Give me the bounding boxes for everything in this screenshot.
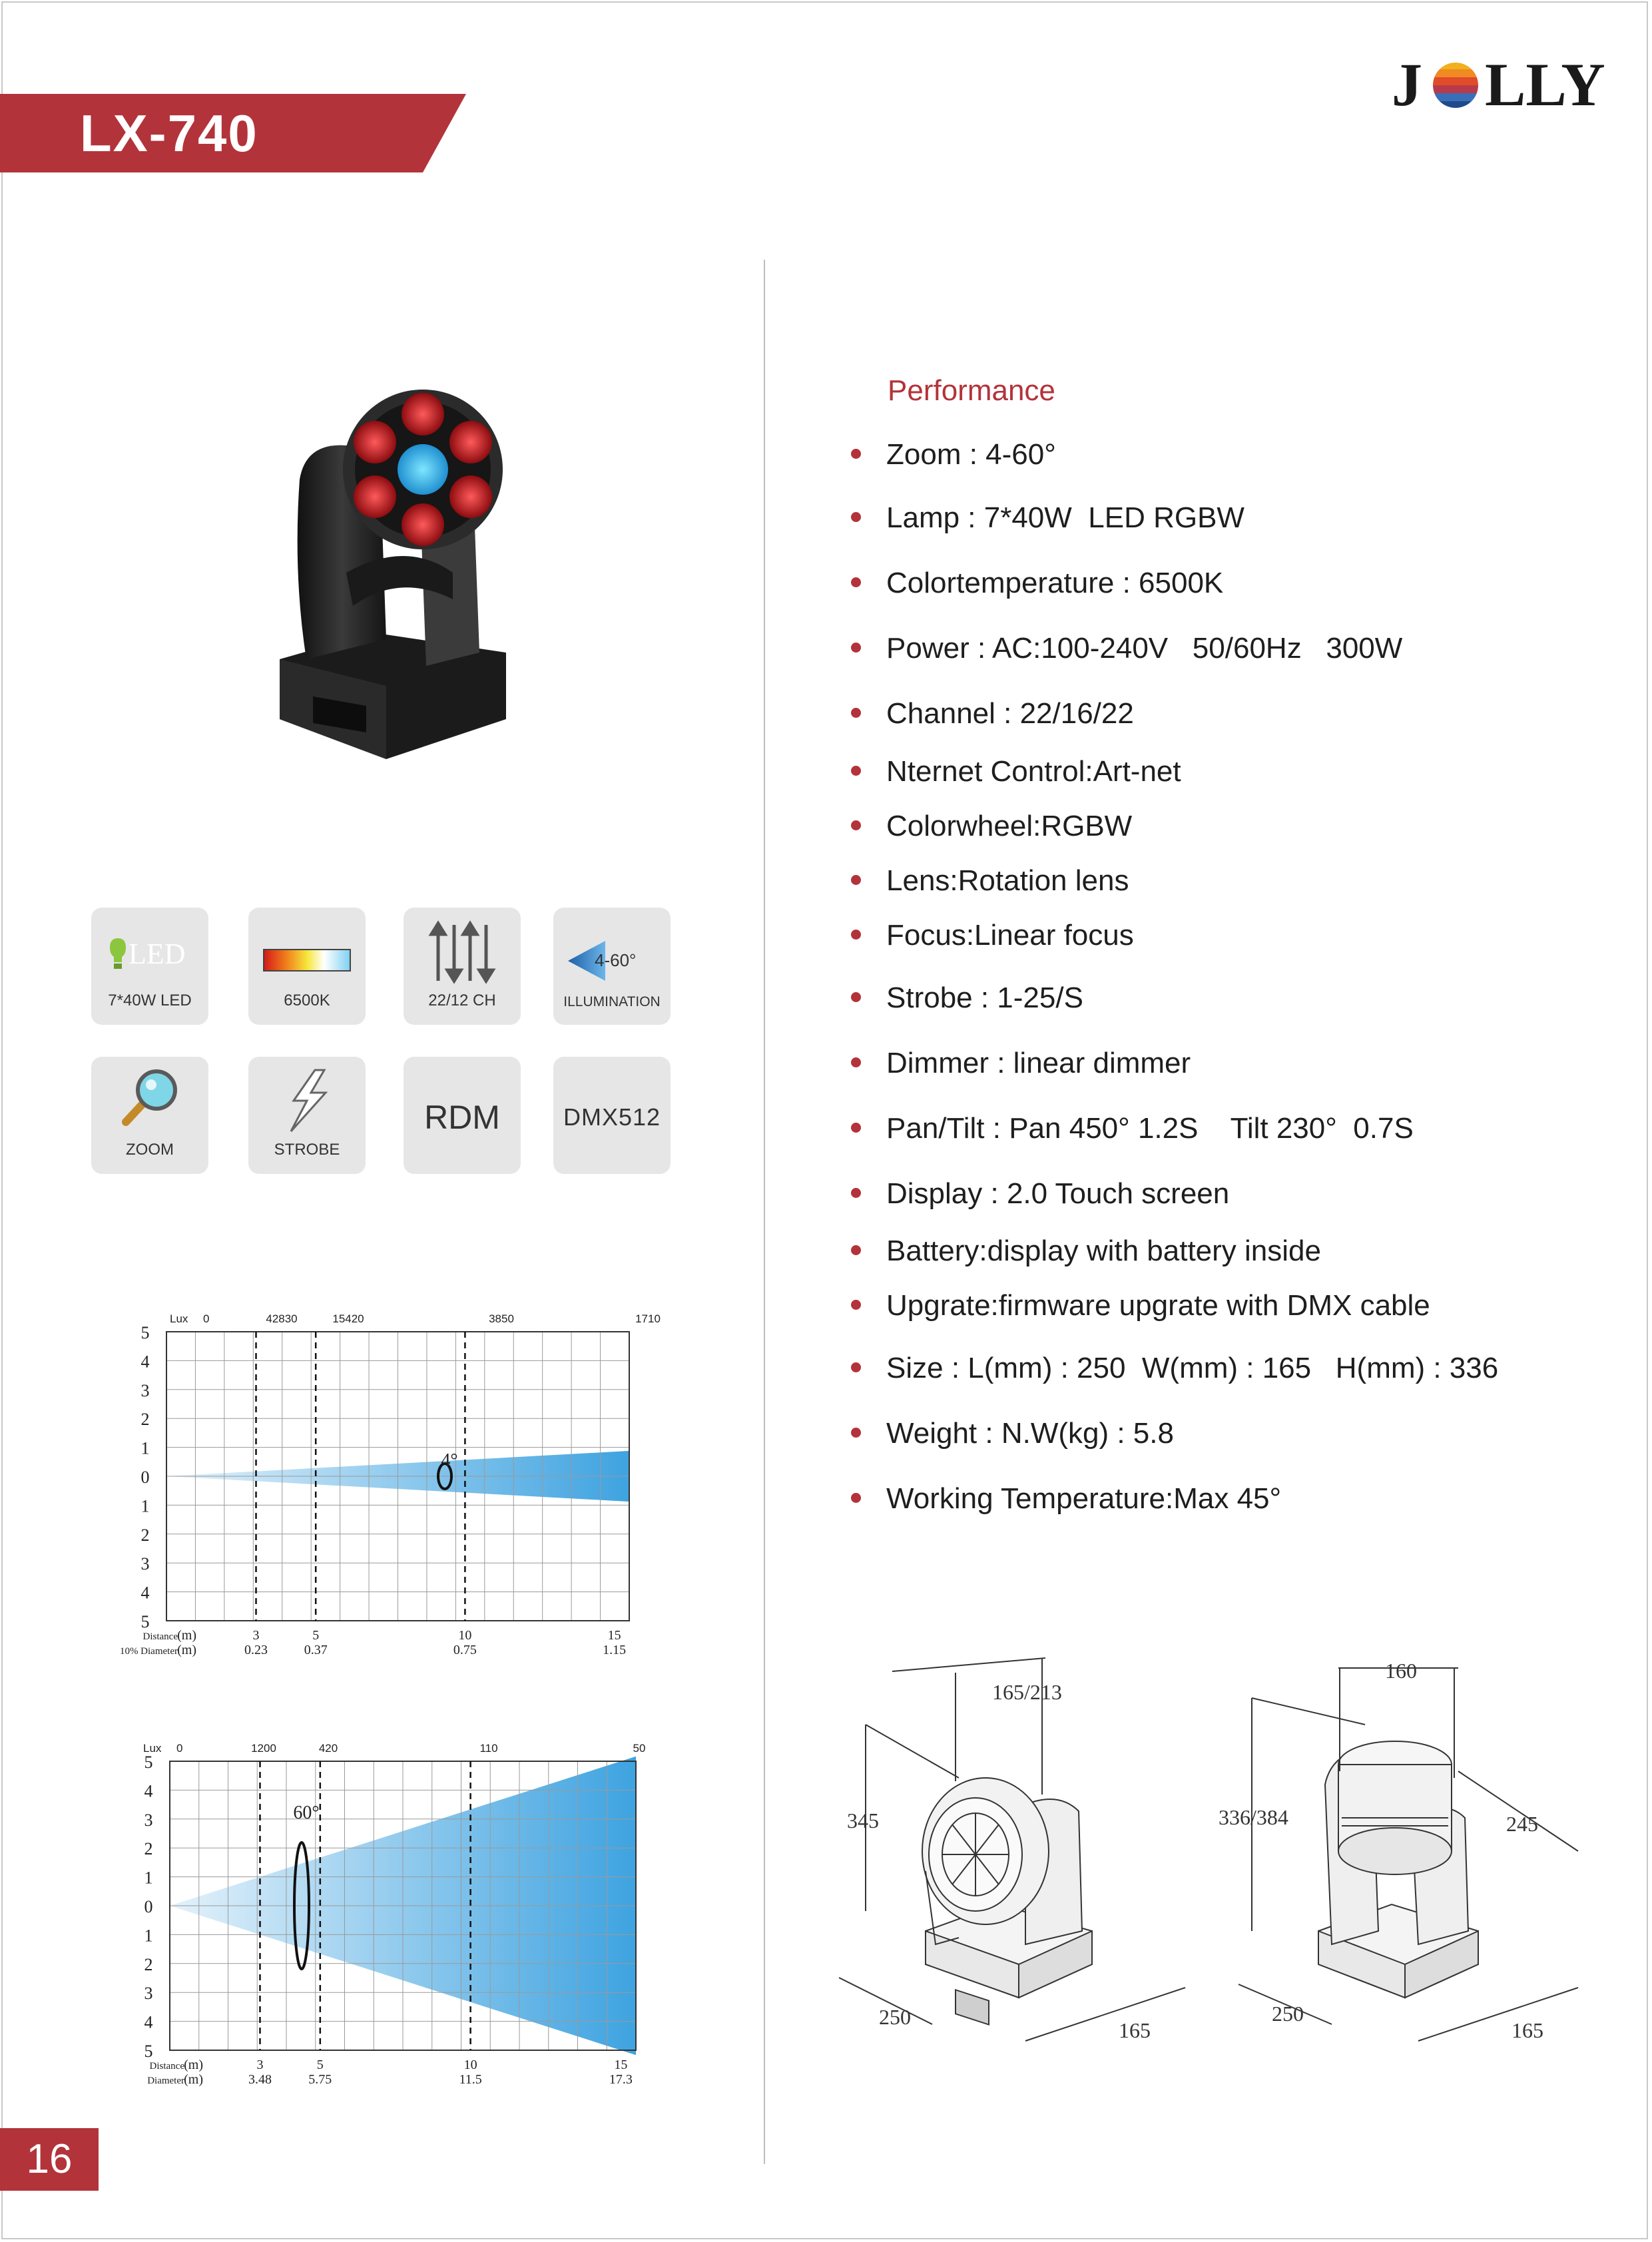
feature-led-label: 7*40W LED [108,991,192,1009]
spec-text: Weight : N.W(kg) : 5.8 [886,1417,1174,1450]
distance-tick-label: 3 [256,2058,264,2072]
y-tick-label: 5 [144,1753,153,1772]
y-tick-label: 1 [144,1926,153,1946]
bullet-icon [851,1057,861,1067]
spec-item [851,1415,1174,1452]
feature-color-temperature [248,908,366,1025]
spec-item [851,436,1056,473]
y-tick-label: 3 [144,1810,153,1830]
beam-chart-60deg [87,1731,673,2104]
y-tick-label: 3 [140,1380,150,1400]
spec-item [851,917,1134,954]
jolly-logo [1392,51,1605,119]
y-tick-label: 0 [140,1468,150,1487]
page-number: 16 [26,2136,73,2182]
distance-unit: (m) [177,1628,196,1643]
spec-item [851,1287,1430,1324]
spec-text: Lens:Rotation lens [886,864,1129,897]
feature-channels [404,908,521,1025]
y-tick-label: 3 [144,1984,153,2004]
feature-zoom-label: ZOOM [126,1141,174,1159]
diameter-tick-label: 17.3 [609,2072,633,2087]
column-divider [764,260,765,2164]
bullet-icon [851,643,861,653]
bullet-icon [851,1362,861,1372]
y-tick-label: 0 [144,1897,153,1916]
spec-item [851,695,1134,732]
spec-text: Battery:display with battery inside [886,1235,1321,1267]
feature-led [91,908,208,1025]
spec-text: Focus:Linear focus [886,919,1134,952]
front-width-top-label: 165/213 [992,1680,1062,1704]
feature-zoom [91,1057,208,1174]
y-tick-label: 5 [140,1612,150,1631]
feature-strobe [248,1057,366,1174]
feature-color-temperature-label: 6500K [284,991,330,1009]
bullet-icon [851,577,861,587]
spec-text: Lamp : 7*40W LED RGBW [886,501,1244,534]
spec-item [851,1110,1414,1147]
lux-tick-label: 1710 [635,1312,661,1325]
lux-zero-label: 0 [203,1312,210,1325]
beam-chart-4deg [87,1302,673,1661]
spec-text: Power : AC:100-240V 50/60Hz 300W [886,632,1403,665]
diameter-unit: (m) [184,2072,203,2087]
led-bulb-icon [106,934,199,974]
distance-tick-label: 3 [252,1628,260,1643]
spec-item [851,753,1181,790]
bullet-icon [851,875,861,885]
spec-item [851,565,1223,602]
bullet-icon [851,1493,861,1503]
svg-text:J: J [1392,51,1422,119]
lux-tick-label: 110 [479,1742,498,1755]
distance-tick-label: 5 [316,2058,324,2072]
feature-dmx512 [553,1057,671,1174]
diameter-tick-label: 3.48 [248,2072,272,2087]
spec-item [851,1480,1281,1518]
spec-item [851,499,1244,537]
diameter-tick-label: 0.37 [304,1643,328,1657]
distance-tick-label: 10 [463,2058,477,2072]
y-tick-label: 2 [140,1410,150,1430]
jolly-logo-mark [1392,51,1605,119]
distance-tick-label: 10 [458,1628,472,1643]
y-tick-label: 4 [140,1583,150,1603]
y-tick-label: 1 [140,1496,150,1516]
side-width-top-label: 160 [1385,1659,1417,1683]
bullet-icon [851,449,861,459]
bullet-icon [851,512,861,522]
bullet-icon [851,1428,861,1438]
lux-tick-label: 1200 [251,1742,276,1755]
feature-strobe-label: STROBE [274,1141,340,1159]
y-tick-label: 5 [140,1323,150,1342]
spec-text: Channel : 22/16/22 [886,697,1134,730]
diameter-label: Diameter [147,2076,184,2086]
feature-rdm-badge: RDM [424,1099,500,1136]
dimension-drawing-side [1219,1651,1591,2064]
spec-text: Working Temperature:Max 45° [886,1482,1282,1515]
bullet-icon [851,766,861,776]
side-length-label: 250 [1272,2002,1304,2026]
feature-illumination-label: ILLUMINATION [563,994,661,1009]
bullet-icon [851,1188,861,1198]
spec-text: Strobe : 1-25/S [886,981,1083,1014]
spec-text: Size : L(mm) : 250 W(mm) : 165 H(mm) : 336 [886,1352,1499,1384]
spec-item [851,1233,1321,1270]
model-title: LX-740 [80,104,258,162]
lux-label: Lux [170,1312,188,1325]
side-depth-label: 165 [1512,2018,1543,2042]
diameter-tick-label: 0.75 [453,1643,477,1657]
distance-tick-label: 15 [614,2058,628,2072]
bullet-icon [851,930,861,940]
lux-zero-label: 0 [176,1742,183,1755]
bullet-icon [851,1123,861,1133]
distance-tick-label: 15 [607,1628,621,1643]
diameter-tick-label: 0.23 [244,1643,268,1657]
side-height-label: 336/384 [1219,1805,1288,1829]
spec-item [851,862,1129,900]
spec-item [851,808,1132,845]
distance-label: Distance [149,2061,184,2072]
spec-item [851,1045,1191,1082]
distance-tick-label: 5 [312,1628,320,1643]
y-tick-label: 5 [144,2042,153,2061]
feature-channels-label: 22/12 CH [428,991,496,1009]
feature-illumination [553,908,671,1025]
product-photo [253,373,533,772]
spec-text: Colortemperature : 6500K [886,567,1224,599]
lux-label: Lux [143,1742,162,1755]
diameter-tick-label: 11.5 [459,2072,482,2087]
y-tick-label: 1 [144,1868,153,1888]
beam-angle-label: 60° [293,1803,320,1823]
spec-text: Upgrate:firmware upgrate with DMX cable [886,1289,1430,1322]
distance-label: Distance [142,1631,178,1642]
lux-tick-label: 420 [318,1742,338,1755]
y-tick-label: 3 [140,1554,150,1574]
diameter-label: 10% Diameter [119,1646,178,1657]
feature-rdm [404,1057,521,1174]
beam-angle-label: 4° [441,1450,458,1471]
feature-illumination-badge: 4-60° [595,950,637,970]
front-depth-label: 165 [1119,2018,1151,2042]
diameter-unit: (m) [177,1643,196,1657]
bullet-icon [851,1300,861,1310]
y-tick-label: 2 [144,1954,153,1974]
front-length-label: 250 [879,2005,911,2029]
bullet-icon [851,992,861,1002]
spec-text: Nternet Control:Art-net [886,755,1181,788]
y-tick-label: 1 [140,1438,150,1458]
feature-led-badge: LED [129,938,186,970]
distance-unit: (m) [184,2058,203,2072]
spec-text: Display : 2.0 Touch screen [886,1177,1230,1210]
feature-dmx512-badge: DMX512 [563,1103,661,1131]
dimension-drawing-front [826,1651,1199,2064]
spec-text: Pan/Tilt : Pan 450° 1.2S Tilt 230° 0.7S [886,1112,1414,1145]
diameter-tick-label: 1.15 [603,1643,627,1657]
color-temperature-bar-icon [263,949,351,972]
spec-item [851,980,1083,1017]
y-tick-label: 2 [140,1525,150,1545]
spec-item [851,1175,1229,1213]
spec-text: Dimmer : linear dimmer [886,1047,1191,1079]
spec-text: Colorwheel:RGBW [886,810,1133,842]
svg-text:LLY: LLY [1485,51,1605,119]
spec-item [851,1350,1498,1387]
performance-title: Performance [888,374,1055,407]
y-tick-label: 2 [144,1839,153,1859]
lux-tick-label: 15420 [332,1312,364,1325]
lux-tick-label: 42830 [266,1312,298,1325]
y-tick-label: 4 [140,1352,150,1372]
lux-tick-label: 3850 [489,1312,514,1325]
y-tick-label: 4 [144,1781,153,1801]
lightning-strobe-icon [282,1069,335,1133]
spec-item [851,630,1402,667]
spec-text: Zoom : 4-60° [886,438,1056,471]
lux-tick-label: 50 [633,1742,646,1755]
channel-arrows-icon [429,922,495,983]
bullet-icon [851,1245,861,1255]
bullet-icon [851,708,861,718]
diameter-tick-label: 5.75 [308,2072,332,2087]
front-height-label: 345 [847,1809,879,1832]
y-tick-label: 4 [144,2012,153,2032]
side-side-label: 245 [1506,1812,1538,1836]
bullet-icon [851,820,861,830]
magnifier-zoom-icon [119,1066,180,1127]
